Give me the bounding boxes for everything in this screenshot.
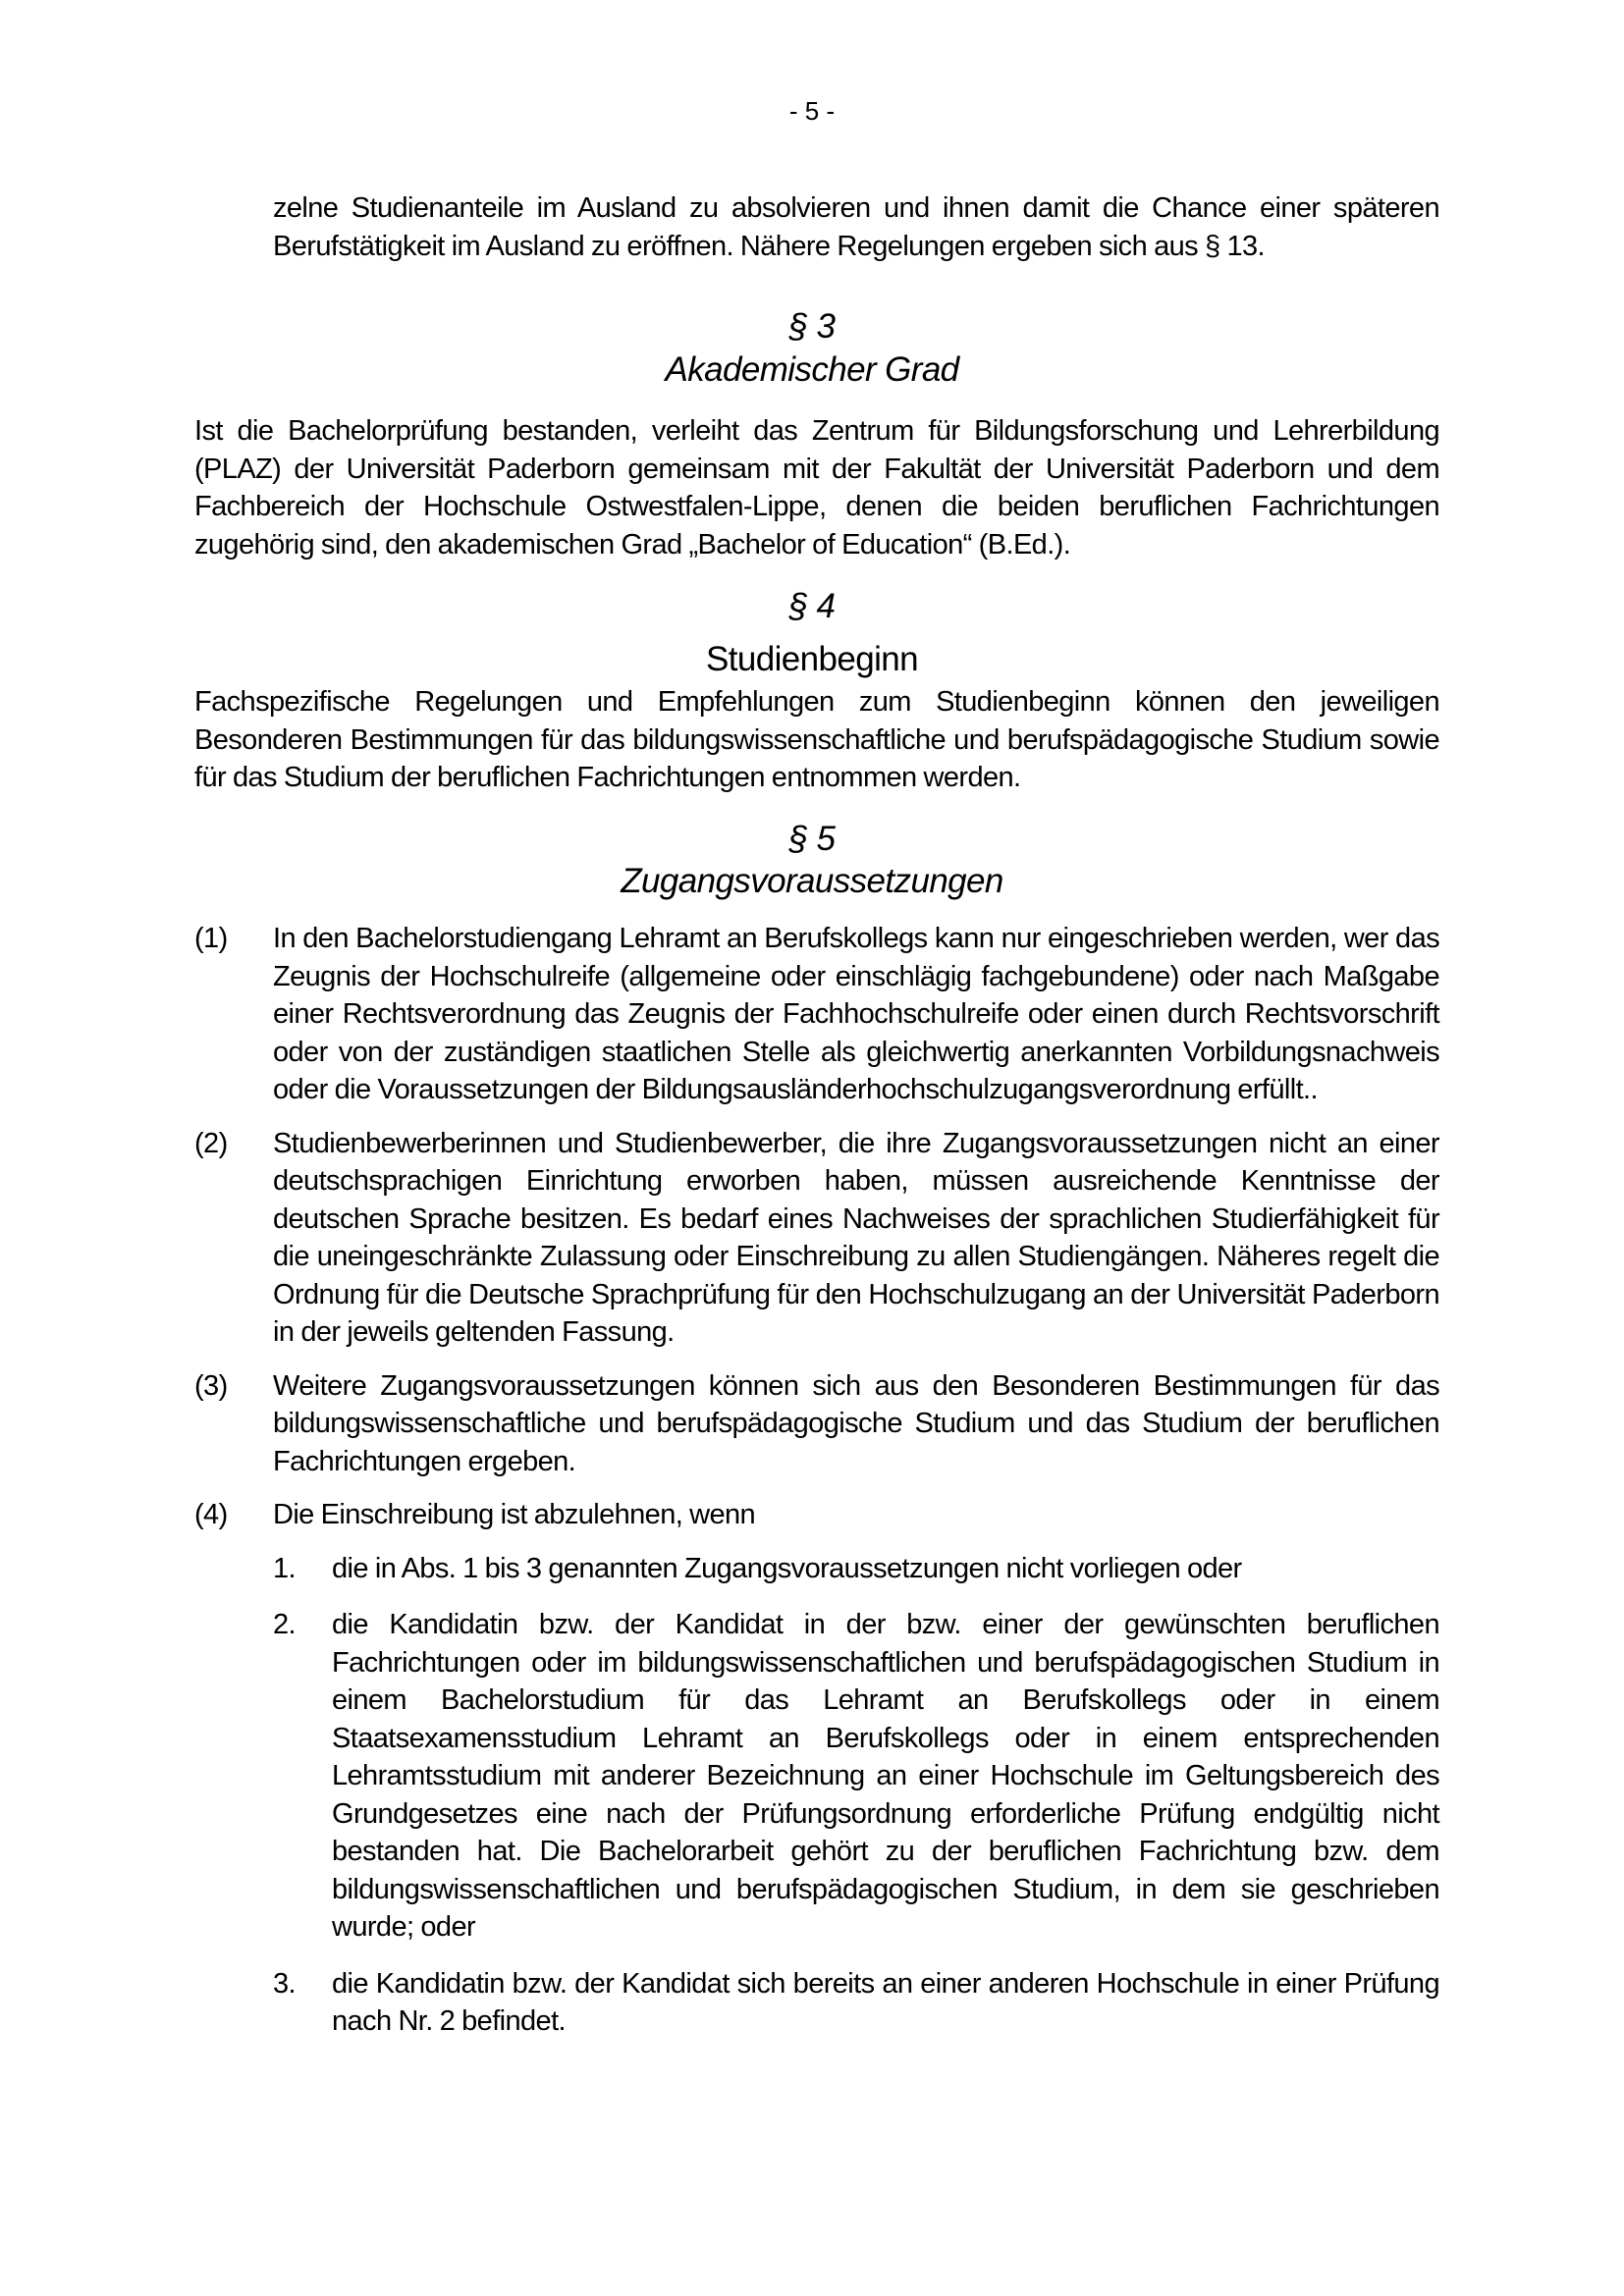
page-number: - 5 - bbox=[788, 96, 836, 126]
section-3-number: § 3 bbox=[788, 307, 836, 346]
list-item bbox=[194, 1125, 1439, 1352]
list-item-number: (4) bbox=[194, 1499, 228, 1530]
section-5-list bbox=[194, 920, 1439, 2059]
sub-list-item-text: die Kandidatin bzw. der Kandidat in der bzw. einer der gewünschten beruflichen Fachrichtungen oder im bildungswissenschaftlichen und berufspädagogischen Studium in einem Bachelorstudium für das Lehramt an Berufskollegs oder in einem Staatsexamensstudium Lehramt an Berufskollegs oder in einem entsprechenden Lehramtsstudium mit anderer Bezeichnung an einer Hochschule im Geltungsbereich des Grundgesetzes eine nach der Prüfungsordnung erforderliche Prüfung endgültig nicht bestanden hat. Die Bachelorarbeit gehört zu der beruflichen Fachrichtung bzw. dem bildungswissenschaftlichen und berufspädagogischen Studium, in dem sie geschrieben wurde; oder bbox=[332, 1609, 1439, 1943]
intro-paragraph: zelne Studienanteile im Ausland zu absolvieren und ihnen damit die Chance einer späteren Berufstätigkeit im Ausland zu eröffnen. Nähere Regelungen ergeben sich aus § 13. bbox=[273, 192, 1439, 262]
list-item-number: (2) bbox=[194, 1127, 228, 1159]
section-4-title: Studienbeginn bbox=[705, 640, 918, 678]
section-3-text: Ist die Bachelorprüfung bestanden, verleiht das Zentrum für Bildungsforschung und Lehrerbildung (PLAZ) der Universität Paderborn gemeinsam mit der Fakultät der Universität Paderborn und dem Fachbereich der Hochschule Ostwestfalen-Lippe, denen die beiden beruflichen Fachrichtungen zugehörig sind, den akademischen Grad „Bachelor of Education“ (B.Ed.). bbox=[194, 415, 1439, 561]
section-5-title: Zugangsvoraussetzungen bbox=[621, 862, 1003, 900]
sub-list-item-text: die Kandidatin bzw. der Kandidat sich bereits an einer anderen Hochschule in einer Prüfung nach Nr. 2 befindet. bbox=[332, 1967, 1439, 2037]
section-4-number: § 4 bbox=[788, 587, 836, 625]
list-item-text: Studienbewerberinnen und Studienbewerber, die ihre Zugangsvoraussetzungen nicht an einer deutschsprachigen Einrichtung erworben haben, müssen ausreichende Kenntnisse der deutschen Sprache besitzen. Es bedarf eines Nachweises der sprachlichen Studierfähigkeit für die uneingeschränkte Zulassung oder Einschreibung zu allen Studiengängen. Näheres regelt die Ordnung für die Deutsche Sprachprüfung für den Hochschulzugang an der Universität Paderborn in der jeweils geltenden Fassung. bbox=[273, 1127, 1439, 1348]
list-item bbox=[194, 920, 1439, 1109]
section-3-title: Akademischer Grad bbox=[665, 350, 959, 389]
list-item-text: Die Einschreibung ist abzulehnen, wenn bbox=[273, 1499, 756, 1530]
sub-list-item-number: 3. bbox=[273, 1967, 296, 2000]
sub-list-item-number: 1. bbox=[273, 1552, 296, 1584]
section-4-text: Fachspezifische Regelungen und Empfehlungen zum Studienbeginn können den jeweiligen Besonderen Bestimmungen für das bildungswissenschaftliche und berufspädagogische Studium sowie für das Studium der beruflichen Fachrichtungen entnommen werden. bbox=[194, 686, 1439, 793]
list-item-text: Weitere Zugangsvoraussetzungen können sich aus den Besonderen Bestimmungen für das bildungswissenschaftliche und berufspädagogische Studium und das Studium der beruflichen Fachrichtungen ergeben. bbox=[273, 1369, 1439, 1477]
sub-list-item-text: die in Abs. 1 bis 3 genannten Zugangsvoraussetzungen nicht vorliegen oder bbox=[332, 1552, 1242, 1584]
list-item-text: In den Bachelorstudiengang Lehramt an Berufskollegs kann nur eingeschrieben werden, wer das Zeugnis der Hochschulreife (allgemeine oder einschlägig fachgebundene) oder nach Maßgabe einer Rechtsverordnung das Zeugnis der Fachhochschulreife oder einen durch Rechtsvorschrift oder von der zuständigen staatlichen Stelle als gleichwertig anerkannten Vorbildungsnachweis oder die Voraussetzungen der Bildungsausländerhochschulzugangsverordnung erfüllt.. bbox=[273, 923, 1439, 1105]
list-item-number: (1) bbox=[194, 923, 228, 954]
list-item bbox=[194, 1367, 1439, 1481]
sub-list-item bbox=[194, 1965, 1439, 2041]
sub-list-item bbox=[194, 1606, 1439, 1947]
section-5-number: § 5 bbox=[788, 820, 836, 858]
sub-list-item-number: 2. bbox=[273, 1609, 296, 1640]
list-item-number: (3) bbox=[194, 1369, 228, 1402]
sub-list-item bbox=[194, 1550, 1439, 1588]
list-item bbox=[194, 1496, 1439, 1534]
